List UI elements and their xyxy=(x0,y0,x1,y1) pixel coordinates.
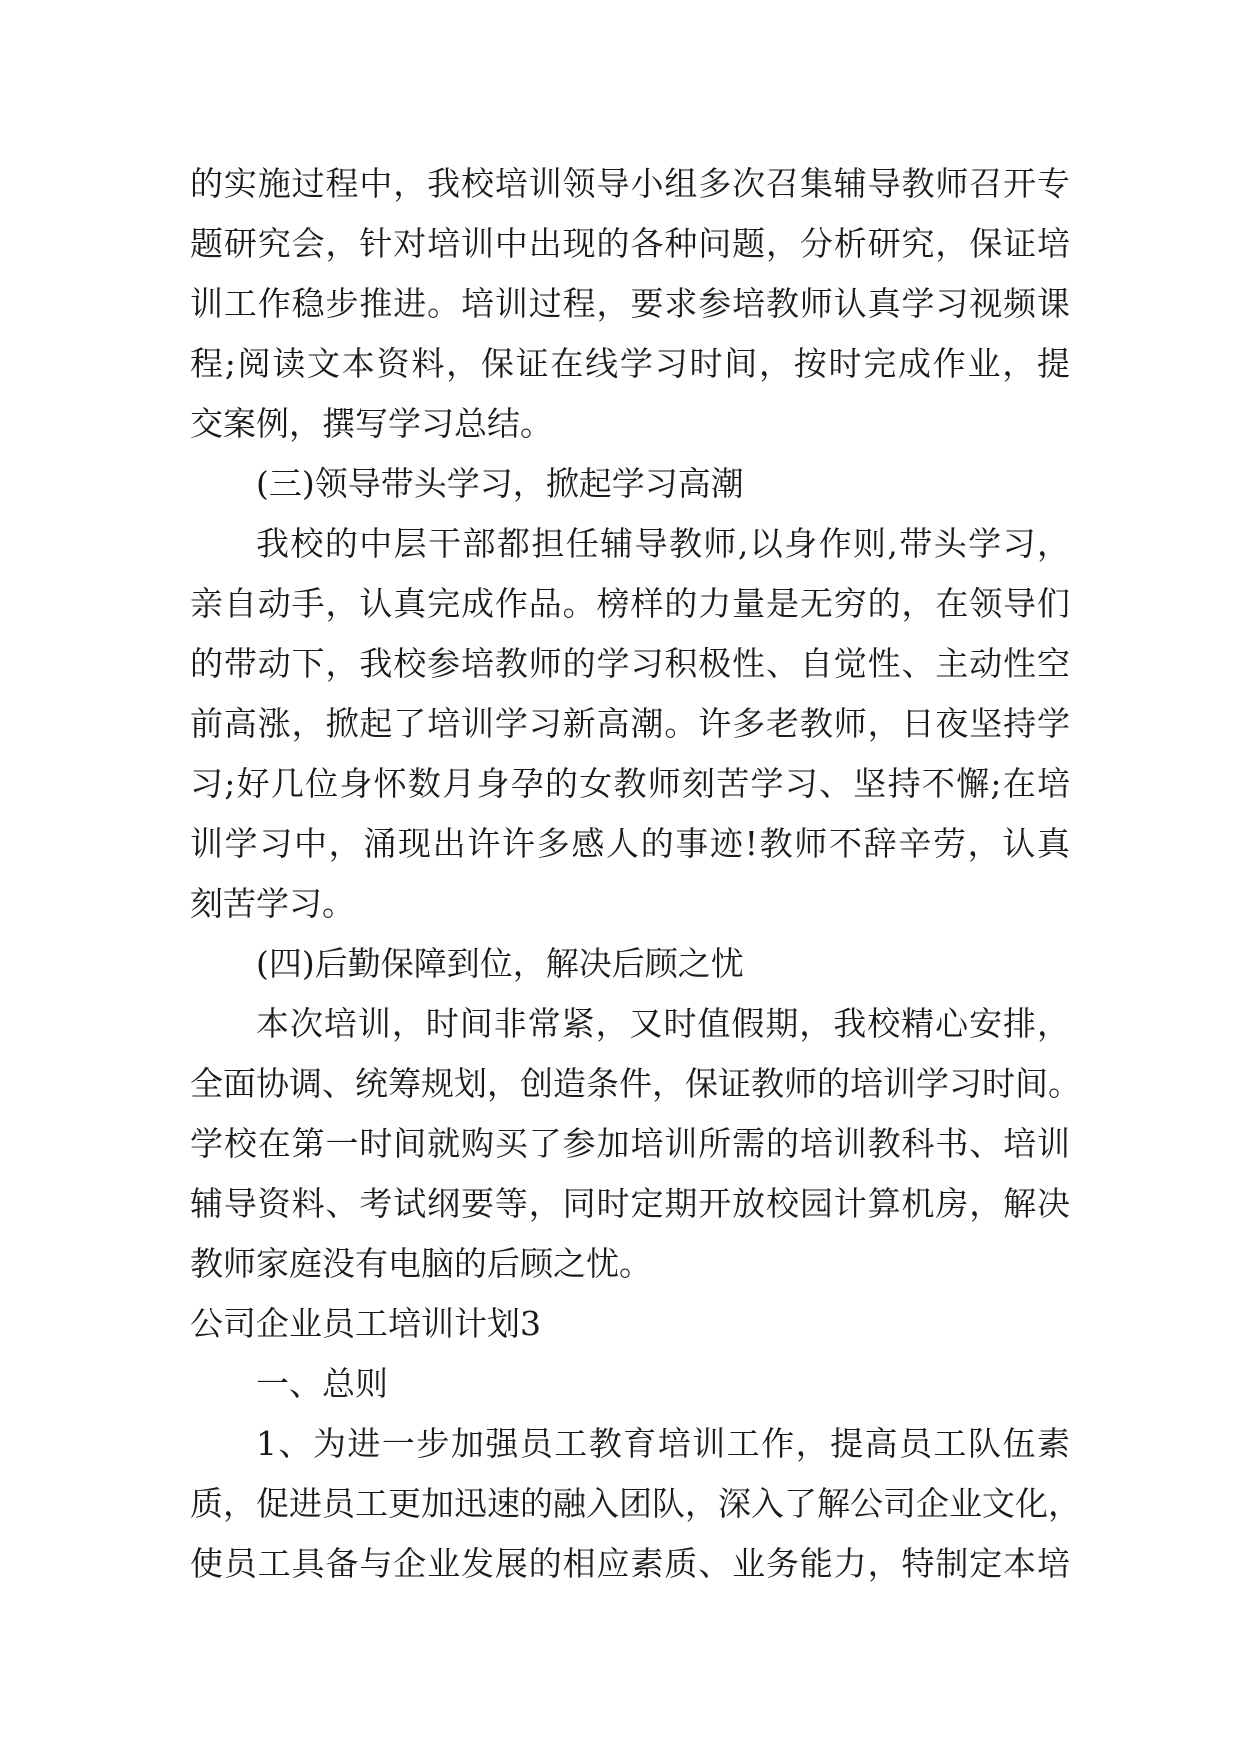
text-line: 训学习中，涌现出许许多感人的事迹!教师不辞辛劳，认真 xyxy=(190,824,1070,863)
text-line: 的实施过程中，我校培训领导小组多次召集辅导教师召开专 xyxy=(190,164,1070,203)
text-line: 本次培训，时间非常紧，又时值假期，我校精心安排， xyxy=(256,1004,1070,1043)
text-line: 程;阅读文本资料，保证在线学习时间，按时完成作业，提 xyxy=(190,344,1070,383)
text-line: 训工作稳步推进。培训过程，要求参培教师认真学习视频课 xyxy=(190,284,1070,323)
text-line: 使员工具备与企业发展的相应素质、业务能力，特制定本培 xyxy=(190,1544,1070,1583)
text-line: 质，促进员工更加迅速的融入团队，深入了解公司企业文化， xyxy=(190,1484,1081,1523)
text-line: 学校在第一时间就购买了参加培训所需的培训教科书、培训 xyxy=(190,1124,1070,1163)
text-line: 题研究会，针对培训中出现的各种问题，分析研究，保证培 xyxy=(190,224,1070,263)
text-line: 辅导资料、考试纲要等，同时定期开放校园计算机房，解决 xyxy=(190,1184,1070,1223)
text-line: 我校的中层干部都担任辅导教师,以身作则,带头学习， xyxy=(256,524,1070,563)
text-line: 习;好几位身怀数月身孕的女教师刻苦学习、坚持不懈;在培 xyxy=(190,764,1070,803)
section-heading: (三)领导带头学习，掀起学习高潮 xyxy=(256,464,744,503)
document-title: 公司企业员工培训计划3 xyxy=(190,1304,541,1343)
text-line: 的带动下，我校参培教师的学习积极性、自觉性、主动性空 xyxy=(190,644,1070,683)
text-line: 刻苦学习。 xyxy=(190,884,355,923)
text-line: 1、为进一步加强员工教育培训工作，提高员工队伍素 xyxy=(256,1424,1070,1463)
text-line: 交案例，撰写学习总结。 xyxy=(190,404,553,443)
section-heading: (四)后勤保障到位，解决后顾之忧 xyxy=(256,944,744,983)
text-line: 教师家庭没有电脑的后顾之忧。 xyxy=(190,1244,652,1283)
section-heading: 一、总则 xyxy=(256,1364,388,1403)
text-line: 亲自动手，认真完成作品。榜样的力量是无穷的，在领导们 xyxy=(190,584,1070,623)
text-line: 前高涨，掀起了培训学习新高潮。许多老教师，日夜坚持学 xyxy=(190,704,1070,743)
text-line: 全面协调、统筹规划，创造条件，保证教师的培训学习时间。 xyxy=(190,1064,1081,1103)
